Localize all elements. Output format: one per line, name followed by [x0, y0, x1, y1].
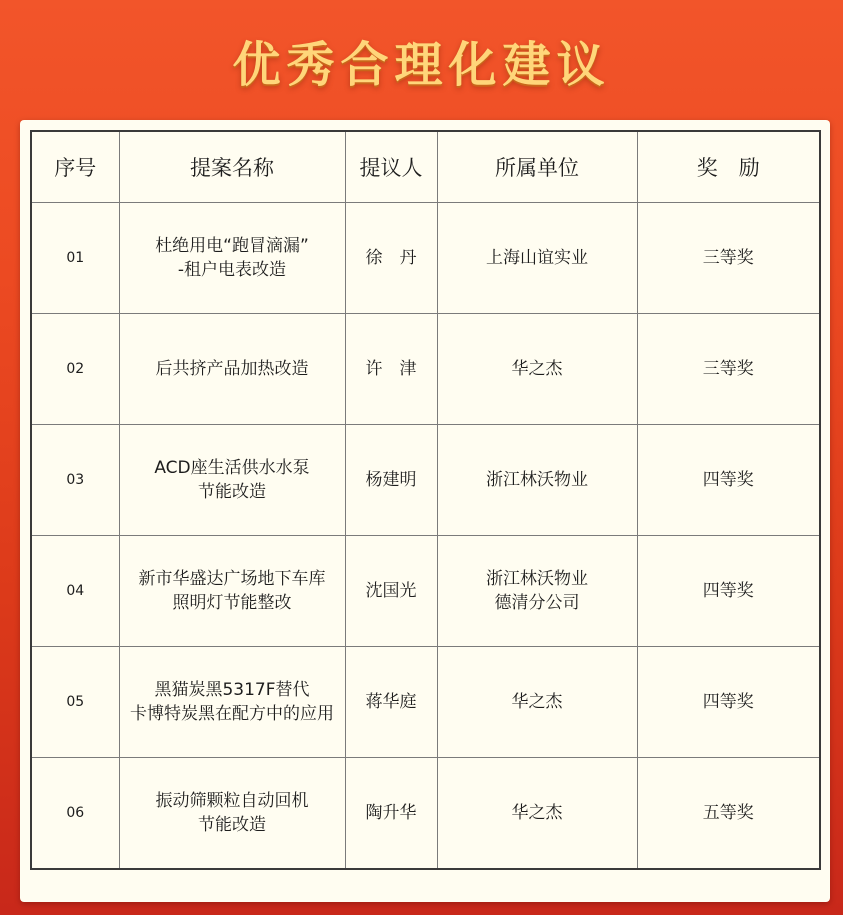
cell-no: 03	[31, 425, 119, 536]
cell-unit-line: 华之杰	[511, 359, 563, 379]
cell-unit	[437, 314, 637, 425]
table-row	[31, 314, 820, 425]
table-row	[31, 647, 820, 758]
cell-name-line: 卡博特炭黑在配方中的应用	[130, 704, 334, 724]
cell-person: 陶升华	[345, 758, 437, 870]
cell-person: 沈国光	[345, 536, 437, 647]
cell-name-line: 节能改造	[198, 815, 266, 835]
cell-unit	[437, 647, 637, 758]
header-unit: 所属单位	[437, 131, 637, 203]
cell-person: 杨建明	[345, 425, 437, 536]
cell-unit-line: 华之杰	[511, 803, 563, 823]
header-name: 提案名称	[119, 131, 345, 203]
cell-person: 许 津	[345, 314, 437, 425]
table-row	[31, 758, 820, 870]
cell-no: 01	[31, 203, 119, 314]
cell-name	[119, 758, 345, 870]
cell-award: 四等奖	[637, 647, 820, 758]
cell-name-line: 后共挤产品加热改造	[155, 359, 309, 379]
cell-no: 04	[31, 536, 119, 647]
cell-no: 06	[31, 758, 119, 870]
cell-unit	[437, 203, 637, 314]
table-card	[20, 120, 830, 902]
cell-unit-line: 德清分公司	[494, 593, 580, 613]
cell-unit-line: 浙江林沃物业	[486, 569, 588, 589]
cell-unit	[437, 758, 637, 870]
header-person: 提议人	[345, 131, 437, 203]
cell-name	[119, 314, 345, 425]
cell-name-line: 新市华盛达广场地下车库	[138, 569, 326, 589]
cell-no: 02	[31, 314, 119, 425]
cell-name-line: 照明灯节能整改	[172, 593, 292, 613]
cell-name	[119, 203, 345, 314]
cell-award: 三等奖	[637, 314, 820, 425]
cell-award: 四等奖	[637, 536, 820, 647]
cell-name-line: ACD座生活供水水泵	[154, 458, 310, 478]
cell-name-line: 杜绝用电“跑冒滴漏”	[155, 236, 309, 256]
cell-no: 05	[31, 647, 119, 758]
table-row	[31, 425, 820, 536]
cell-award: 四等奖	[637, 425, 820, 536]
cell-award: 三等奖	[637, 203, 820, 314]
cell-name-line: 黑猫炭黑5317F替代	[154, 680, 310, 700]
cell-name	[119, 425, 345, 536]
cell-name	[119, 647, 345, 758]
header-award: 奖 励	[637, 131, 820, 203]
suggestion-table	[30, 130, 821, 870]
cell-unit	[437, 425, 637, 536]
table-row	[31, 203, 820, 314]
cell-name	[119, 536, 345, 647]
cell-unit	[437, 536, 637, 647]
cell-name-line: -租户电表改造	[177, 260, 287, 280]
cell-unit-line: 华之杰	[511, 692, 563, 712]
cell-award: 五等奖	[637, 758, 820, 870]
cell-unit-line: 浙江林沃物业	[486, 470, 588, 490]
table-header-row	[31, 131, 820, 203]
cell-name-line: 振动筛颗粒自动回机	[155, 791, 309, 811]
header-no: 序号	[31, 131, 119, 203]
cell-name-line: 节能改造	[198, 482, 266, 502]
cell-person: 徐 丹	[345, 203, 437, 314]
page-title: 优秀合理化建议	[232, 37, 611, 93]
table-row	[31, 536, 820, 647]
cell-person: 蒋华庭	[345, 647, 437, 758]
cell-unit-line: 上海山谊实业	[486, 248, 588, 268]
